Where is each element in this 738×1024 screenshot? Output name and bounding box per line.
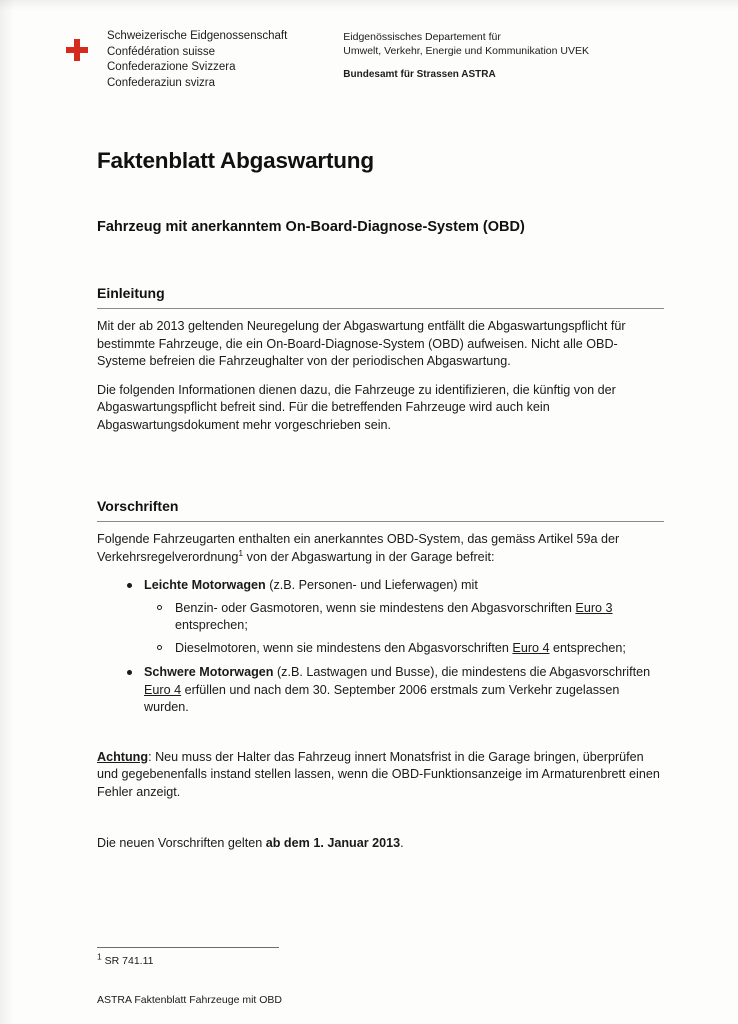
footer-caption: ASTRA Faktenblatt Fahrzeuge mit OBD: [97, 994, 282, 1006]
document-header: [57, 28, 698, 91]
euro-standard-link[interactable]: Euro 4: [144, 682, 182, 697]
department-office: Bundesamt für Strassen ASTRA: [343, 69, 496, 80]
achtung-label: Achtung: [97, 749, 149, 764]
sub-item-text-after: entsprechen;: [175, 618, 248, 632]
section-vorschriften: [97, 498, 664, 853]
list-item-label: Schwere Motorwagen: [144, 665, 274, 679]
confederation-names: [107, 28, 287, 91]
scan-edge-left: [0, 0, 14, 1024]
closing-paragraph: [97, 835, 664, 853]
sub-item-text-before: Dieselmotoren, wenn sie mindestens den Abgasvorschriften: [175, 640, 513, 655]
footnote: [97, 951, 664, 968]
section-divider: [97, 308, 664, 309]
section-divider: [97, 521, 664, 522]
footnote-ref: 1: [238, 547, 244, 558]
vorschriften-list: [97, 577, 664, 717]
list-item-text: (z.B. Personen- und Lieferwagen) mit: [265, 578, 478, 592]
department-line-1: Eidgenössisches Departement für: [343, 31, 501, 43]
section-title-einleitung: Einleitung: [97, 285, 165, 301]
achtung-block: [97, 749, 664, 802]
einleitung-paragraph-1: Mit der ab 2013 geltenden Neuregelung der Abgaswartung entfällt die Abgaswartungspflicht für bestimmte Fahrzeuge, die ein On-Board-Diagnose-System (OBD) aufweisen. Nicht alle OBD-Systeme befreien die Fahrzeughalter von der periodischen Abgaswartung.: [97, 319, 626, 368]
vorschriften-intro: [97, 531, 664, 566]
achtung-text: : Neu muss der Halter das Fahrzeug innert Monatsfrist in die Garage bringen, überprüfen und gegebenenfalls instand stellen lassen, wenn die OBD-Funktionsanzeige im Armaturenbrett einen Fehler anzeigt.: [97, 749, 660, 799]
department-line-2: Umwelt, Verkehr, Energie und Kommunikation UVEK: [343, 45, 589, 57]
confederation-name-rm: Confederaziun svizra: [107, 76, 216, 89]
list-item-text-after: erfüllen und nach dem 30. September 2006 erstmals zum Verkehr zugelassen wurden.: [144, 682, 620, 714]
vorschriften-intro-text-end: von der Abgaswartung in der Garage befreit:: [243, 549, 495, 564]
department-block: [343, 28, 589, 80]
page-subtitle: Fahrzeug mit anerkanntem On-Board-Diagnose-System (OBD): [97, 219, 525, 235]
euro-standard-link[interactable]: Euro 4: [512, 640, 550, 655]
bullet-icon: [127, 670, 132, 675]
document-footer: [97, 947, 664, 1006]
scan-edge-top: [0, 0, 738, 10]
section-einleitung: [97, 285, 664, 434]
confederation-name-fr: Confédération suisse: [107, 45, 216, 58]
circle-bullet-icon: [157, 605, 162, 610]
sub-list: [144, 600, 664, 658]
footnote-text: SR 741.11: [101, 955, 154, 967]
achtung-paragraph: [97, 749, 664, 802]
vorschriften-intro-text: Folgende Fahrzeugarten enthalten ein anerkanntes OBD-System, das gemäss Artikel 59a der Verkehrsregelverordnung: [97, 532, 620, 564]
sub-item-text-before: Benzin- oder Gasmotoren, wenn sie mindestens den Abgasvorschriften: [175, 600, 576, 615]
sub-item-text-after: entsprechen;: [549, 640, 626, 655]
closing-block: [97, 835, 664, 853]
confederation-name-de: Schweizerische Eidgenossenschaft: [107, 30, 288, 42]
footnote-divider: [97, 947, 279, 948]
list-item: [144, 600, 664, 635]
circle-bullet-icon: [157, 645, 162, 650]
section-title-vorschriften: Vorschriften: [97, 498, 179, 514]
list-item-text-before: (z.B. Lastwagen und Busse), die mindestens die Abgasvorschriften: [273, 665, 651, 679]
euro-standard-link[interactable]: Euro 3: [575, 600, 613, 615]
closing-text-before: Die neuen Vorschriften gelten: [97, 836, 266, 850]
closing-text-after: .: [400, 836, 404, 850]
list-item: [144, 640, 664, 658]
confederation-name-it: Confederazione Svizzera: [107, 61, 236, 73]
closing-date: ab dem 1. Januar 2013: [265, 836, 401, 850]
footnote-marker: 1: [97, 951, 102, 962]
list-item-label: Leichte Motorwagen: [144, 578, 266, 592]
list-item: [97, 664, 664, 717]
einleitung-paragraph-2: Die folgenden Informationen dienen dazu, die Fahrzeuge zu identifizieren, die künftig von der Abgaswartungspflicht befreit sind. Für die betreffenden Fahrzeuge wird auch kein Abgaswartungsdokument mehr vorgeschrieben sein.: [97, 382, 616, 432]
list-item: [97, 577, 664, 657]
bullet-icon: [127, 583, 132, 588]
page-title: Faktenblatt Abgaswartung: [97, 148, 374, 173]
document-content: [97, 148, 664, 853]
swiss-flag-icon: [57, 30, 97, 70]
